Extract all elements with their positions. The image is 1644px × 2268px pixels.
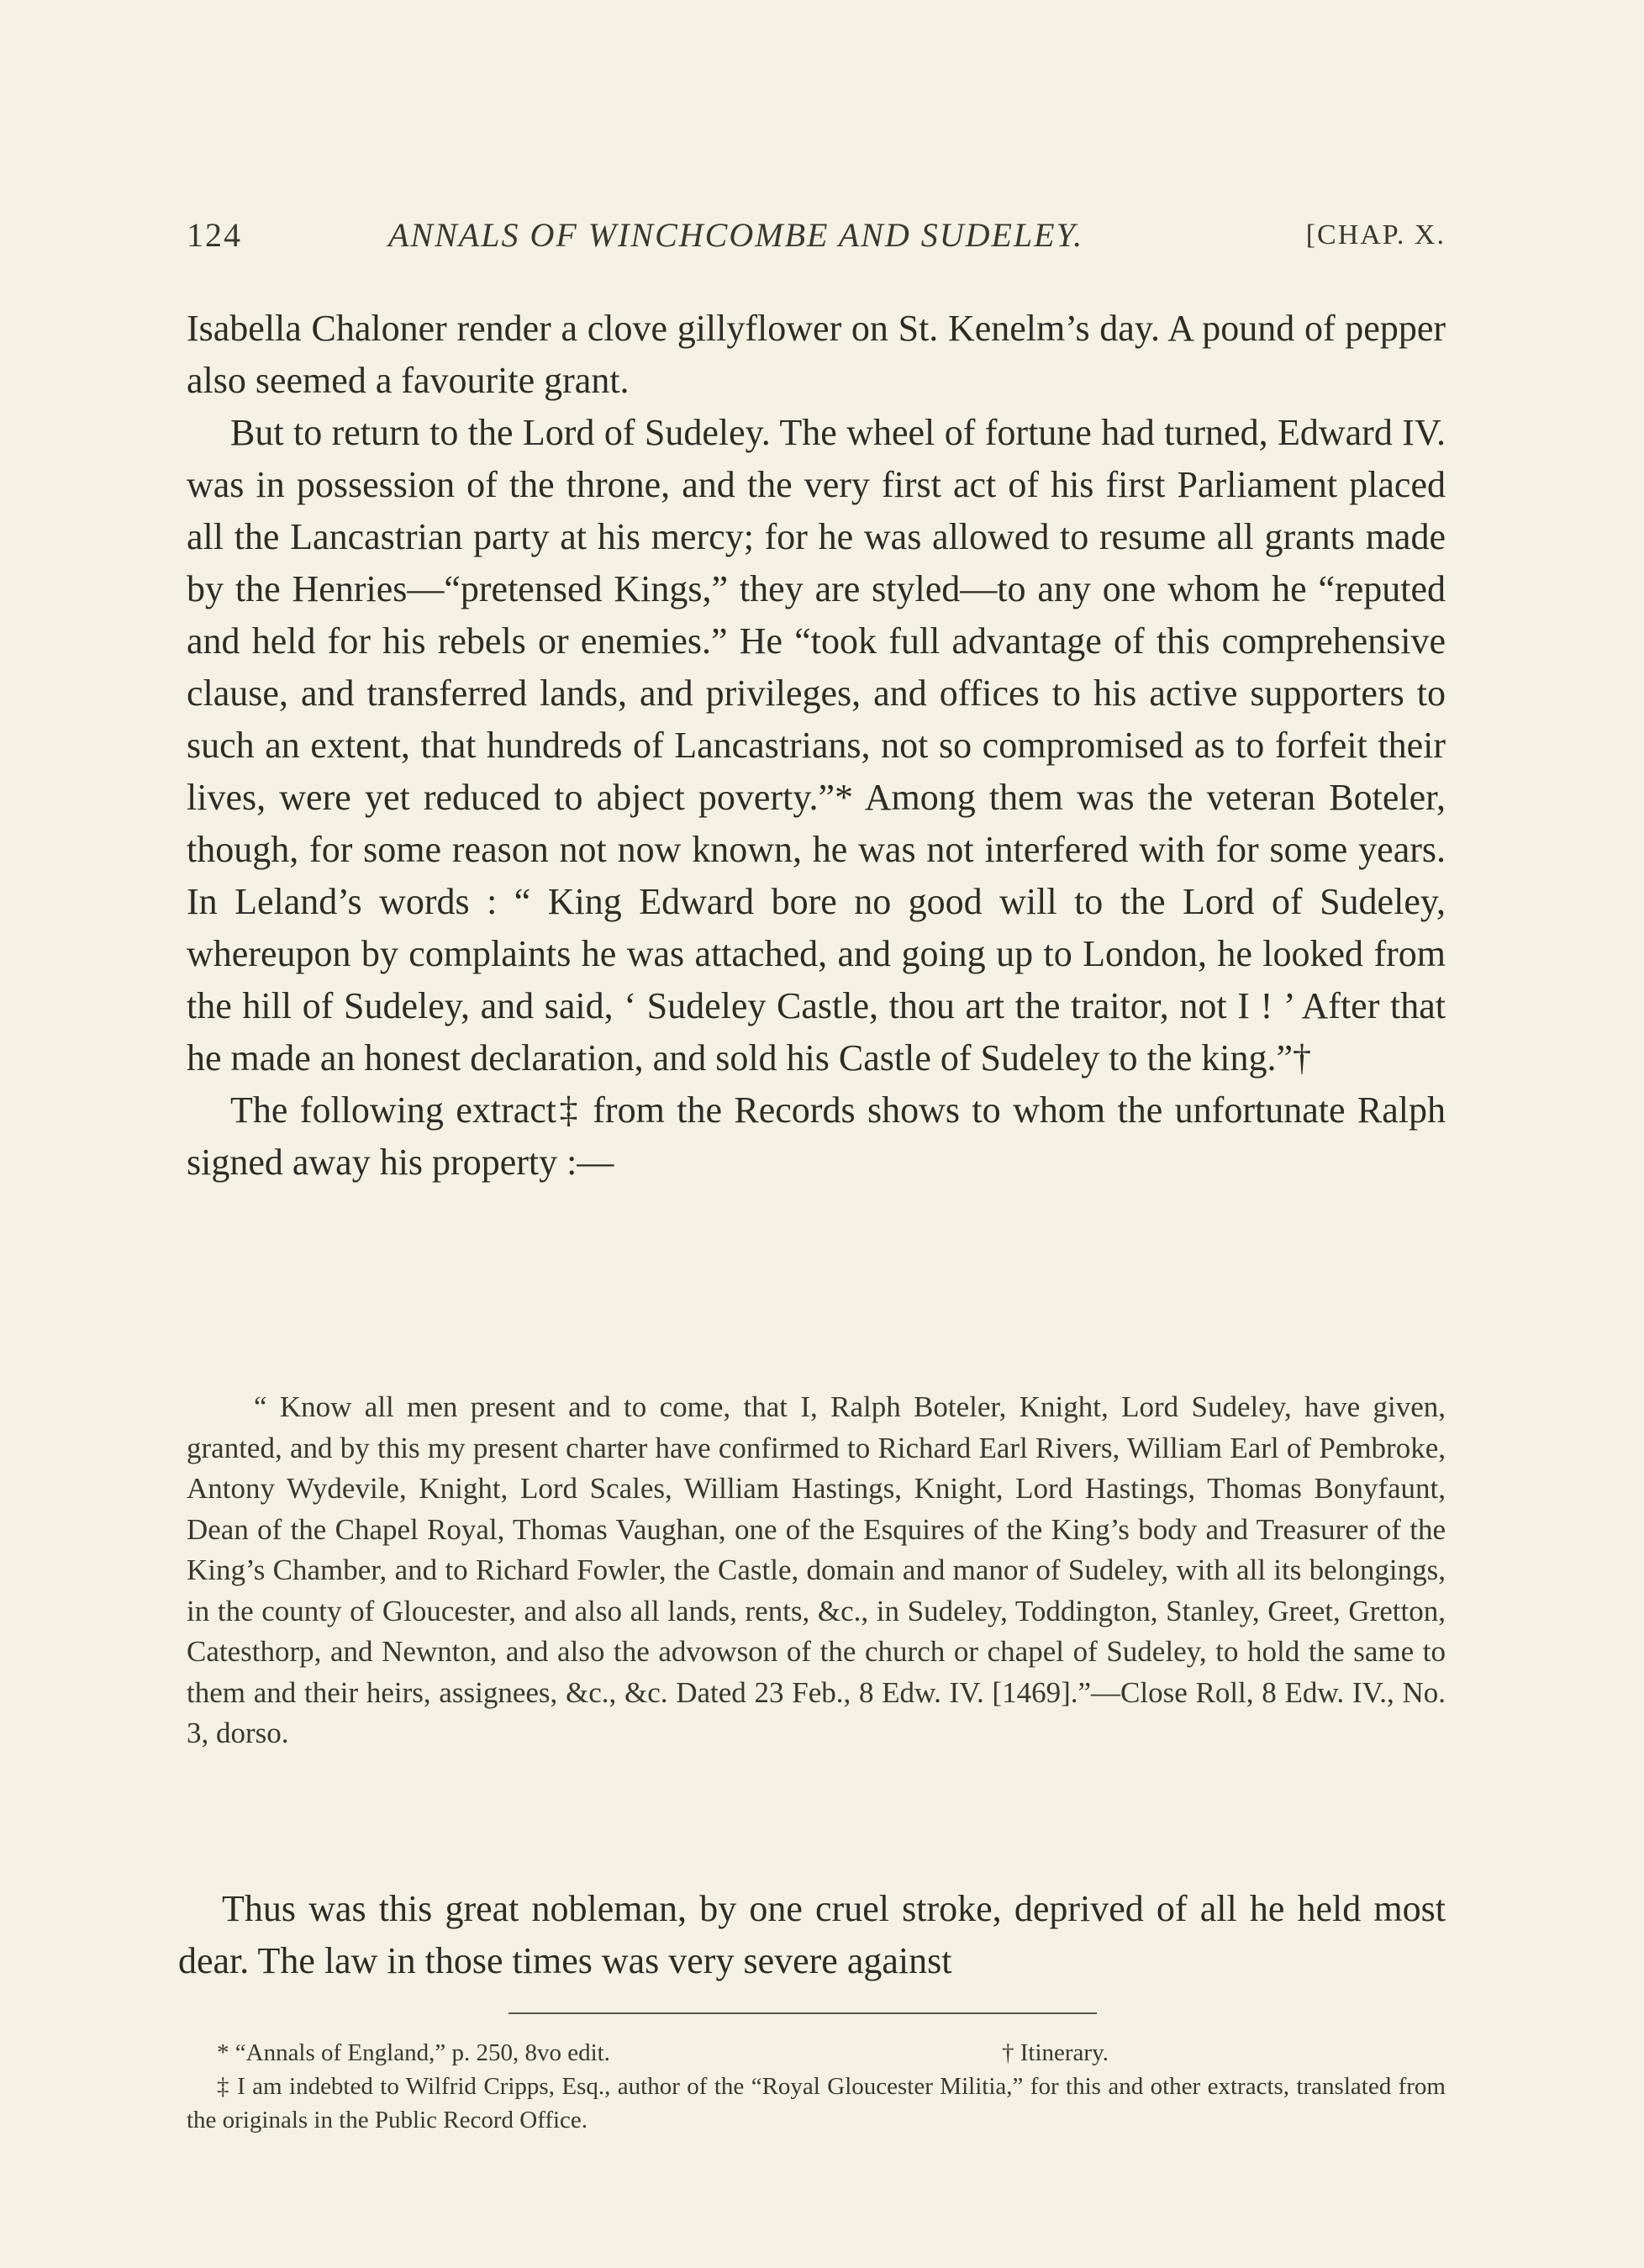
footnotes bbox=[187, 2036, 1446, 2137]
main-text bbox=[187, 303, 1446, 1189]
page-number: 124 bbox=[187, 216, 242, 254]
running-title: ANNALS OF WINCHCOMBE AND SUDELEY. bbox=[388, 216, 1084, 254]
footnote-star: * “Annals of England,” p. 250, 8vo edit. bbox=[217, 2039, 610, 2066]
paragraph-extract-intro: The following extract‡ from the Records shows to whom the unfortunate Ralph signed away his property :— bbox=[187, 1089, 1446, 1183]
paragraph-lord-of-sudeley: But to return to the Lord of Sudeley. The wheel of fortune had turned, Edward IV. was in possession of the throne, and the very first act of his first Parliament placed all the Lancastrian party at his mercy; for he was allowed to resume all grants made by the Henries—“pretensed Kings,” they are styled—to any one whom he “reputed and held for his rebels or enemies.” He “took full advantage of this comprehensive clause, and transferred lands, and privileges, and offices to his active supporters to such an extent, that hundreds of Lancastrians, not so compromised as to forfeit their lives, were yet reduced to abject poverty.”* Among them was the veteran Boteler, though, for some reason not now known, he was not interfered with for some years. In Leland’s words : “ King Edward bore no good will to the Lord of Sudeley, whereupon by complaints he was attached, and going up to London, he looked from the hill of Sudeley, and said, ‘ Sudeley Castle, thou art the traitor, not I ! ’ After that he made an honest declaration, and sold his Castle of Sudeley to the king.”† bbox=[187, 412, 1446, 1079]
footnote-dagger: † Itinerary. bbox=[1002, 2039, 1109, 2066]
paragraph-continued: Isabella Chaloner render a clove gillyflower on St. Kenelm’s day. A pound of pepper also seemed a favourite grant. bbox=[187, 308, 1446, 401]
charter-quotation: “ Know all men present and to come, that I, Ralph Boteler, Knight, Lord Sudeley, have given, granted, and by this my present charter have confirmed to Richard Earl Rivers, William Earl of Pembroke, Antony Wydevile, Knight, Lord Scales, William Hastings, Knight, Lord Hastings, Thomas Bonyfaunt, Dean of the Chapel Royal, Thomas Vaughan, one of the Esquires of the King’s body and Treasurer of the King’s Chamber, and to Richard Fowler, the Castle, domain and manor of Sudeley, with all its belongings, in the county of Gloucester, and also all lands, rents, &c., in Sudeley, Toddington, Stanley, Greet, Gretton, Catesthorp, and Newnton, and also the advowson of the church or chapel of Sudeley, to hold the same to them and their heirs, assignees, &c., &c. Dated 23 Feb., 8 Edw. IV. [1469].”—Close Roll, 8 Edw. IV., No. 3, dorso. bbox=[187, 1390, 1446, 1749]
paragraph-closing: Thus was this great nobleman, by one cruel stroke, deprived of all he held most dear. The law in those times was very severe against bbox=[178, 1888, 1446, 1981]
running-head bbox=[187, 212, 1446, 259]
footnote-rule bbox=[508, 2012, 1097, 2014]
closing-text bbox=[178, 1883, 1446, 1987]
footnote-row bbox=[187, 2036, 1446, 2070]
chapter-marker: [CHAP. X. bbox=[1305, 219, 1446, 251]
footnote-double-dagger: ‡ I am indebted to Wilfrid Cripps, Esq., author of the “Royal Gloucester Militia,” for this and other extracts, translated from the originals in the Public Record Office. bbox=[187, 2073, 1446, 2134]
